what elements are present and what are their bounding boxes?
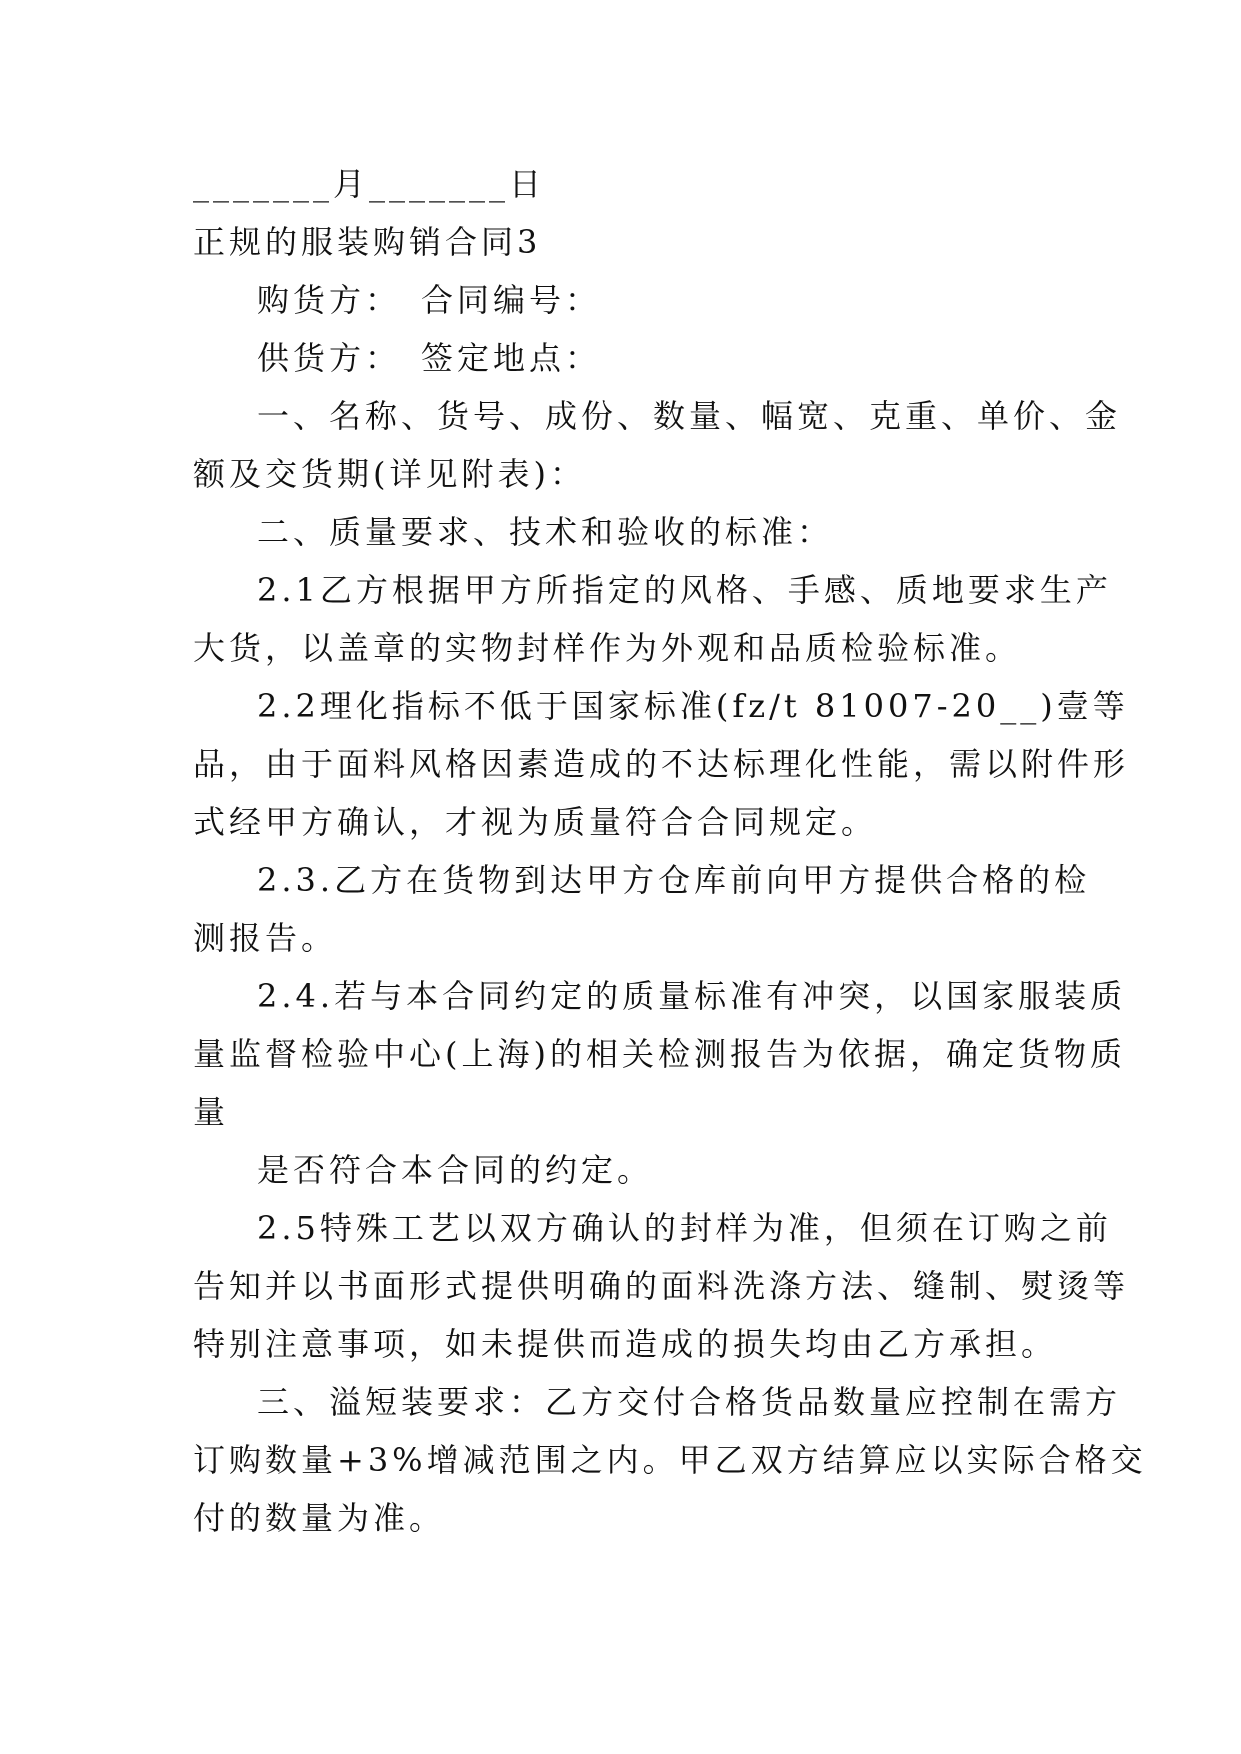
document-title: 正规的服装购销合同3 [193,223,542,261]
clause-2-5-line-3: 特别注意事项，如未提供而造成的损失均由乙方承担。 [193,1325,1058,1363]
clause-2-5-line-2: 告知并以书面形式提供明确的面料洗涤方法、缝制、熨烫等 [193,1267,1130,1305]
clause-3-line-2: 订购数量+3%增减范围之内。甲乙双方结算应以实际合格交 [193,1441,1147,1479]
clause-2-5-line-1: 2.5特殊工艺以双方确认的封样为准，但须在订购之前 [257,1209,1112,1247]
clause-2-1-line-2: 大货，以盖章的实物封样作为外观和品质检验标准。 [193,629,1022,667]
buyer-line: 购货方： 合同编号： [257,281,602,319]
clause-2-4-line-3: 量 [193,1093,230,1131]
supplier-line: 供货方： 签定地点： [257,339,602,377]
clause-2-heading: 二、质量要求、技术和验收的标准： [257,513,834,551]
clause-2-2-line-2: 品，由于面料风格因素造成的不达标理化性能，需以附件形 [193,745,1130,783]
clause-2-2-line-1: 2.2理化指标不低于国家标准(fz/t 81007-20__)壹等 [257,687,1129,725]
clause-2-3-line-2: 测报告。 [193,919,338,957]
clause-1-line-2: 额及交货期(详见附表)： [193,455,586,493]
clause-1-line-1: 一、名称、货号、成份、数量、幅宽、克重、单价、金 [257,397,1122,435]
clause-2-4-line-2: 量监督检验中心(上海)的相关检测报告为依据，确定货物质 [193,1035,1126,1073]
clause-3-line-1: 三、溢短装要求：乙方交付合格货品数量应控制在需方 [257,1383,1122,1421]
date-line: _______月_______日 [193,165,546,203]
clause-2-4-line-1: 2.4.若与本合同约定的质量标准有冲突，以国家服装质 [257,977,1127,1015]
clause-2-3-line-1: 2.3.乙方在货物到达甲方仓库前向甲方提供合格的检 [257,861,1091,899]
clause-2-2-line-3: 式经甲方确认，才视为质量符合合同规定。 [193,803,878,841]
clause-3-line-3: 付的数量为准。 [193,1499,446,1537]
clause-2-1-line-1: 2.1乙方根据甲方所指定的风格、手感、质地要求生产 [257,571,1112,609]
clause-2-4-line-4: 是否符合本合同的约定。 [257,1151,654,1189]
